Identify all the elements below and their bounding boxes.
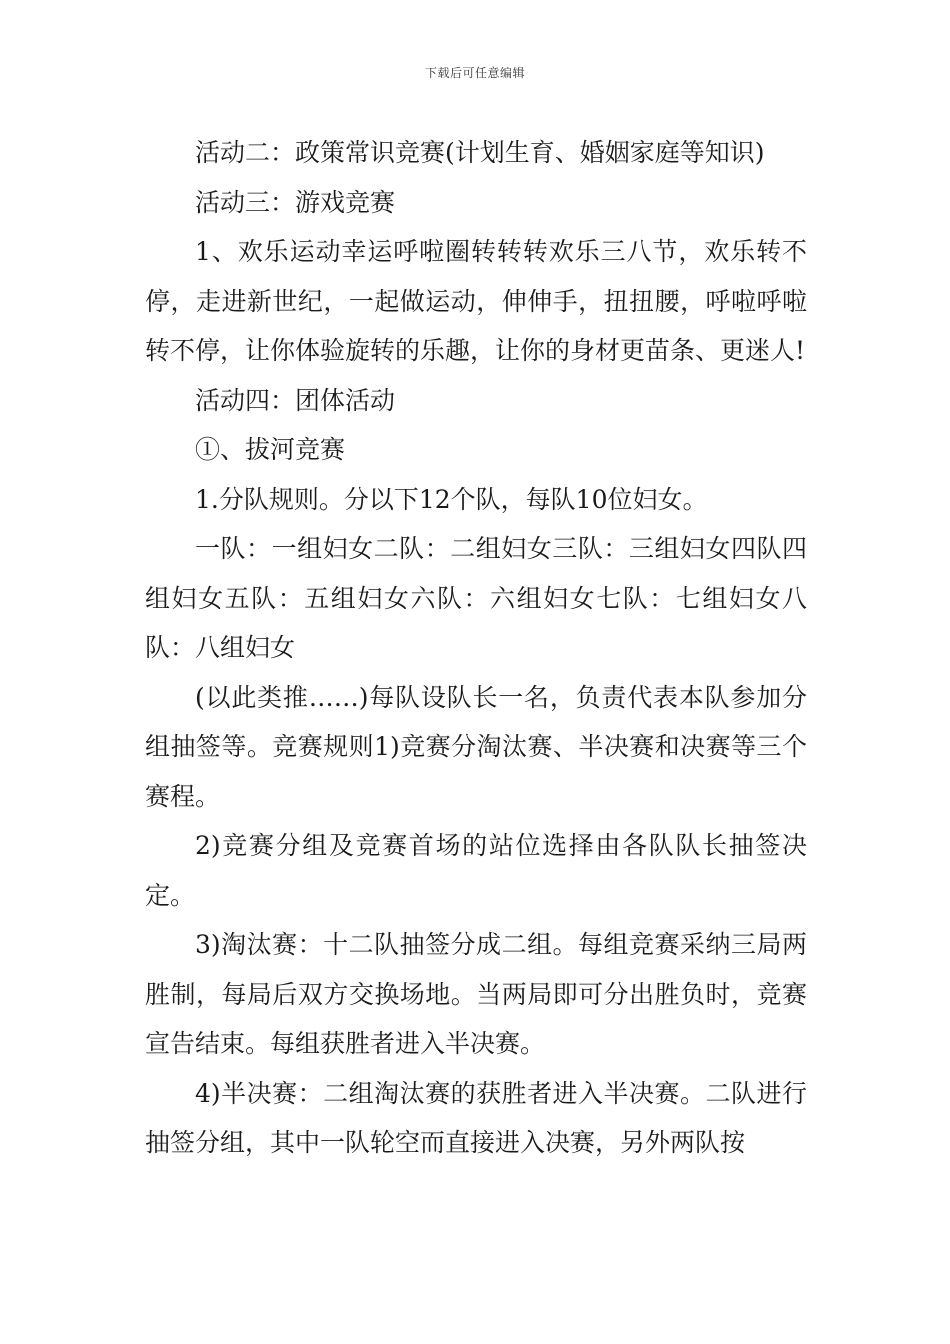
paragraph-rule-3: 3)淘汰赛：十二队抽签分成二组。每组竞赛采纳三局两胜制，每局后双方交换场地。当两局即可分出胜负时，竞赛宣告结束。每组获胜者进入半决赛。	[145, 930, 807, 1058]
paragraph-rule-2: 2)竞赛分组及竞赛首场的站位选择由各队队长抽签决定。	[145, 831, 807, 910]
header-note: 下载后可任意编辑	[424, 66, 525, 80]
paragraph-rule-4: 4)半决赛：二组淘汰赛的获胜者进入半决赛。二队进行抽签分组，其中一队轮空而直接进入决赛，另外两队按	[145, 1078, 807, 1157]
paragraph-activity-four: 活动四：团体活动	[195, 385, 396, 415]
paragraph-activity-two: 活动二：政策常识竞赛(计划生育、婚姻家庭等知识)	[195, 138, 765, 167]
paragraph-team-rules: 1.分队规则。分以下12个队，每队10位妇女。	[195, 484, 708, 514]
document-body	[145, 128, 807, 1168]
paragraph-team-list: 一队：一组妇女二队：二组妇女三队：三组妇女四队四组妇女五队：五组妇女六队：六组妇女七队：七组妇女八队：八组妇女	[145, 534, 807, 662]
paragraph-hula-hoop: 1、欢乐运动幸运呼啦圈转转转欢乐三八节，欢乐转不停，走进新世纪，一起做运动，伸伸手，扭扭腰，呼啦呼啦转不停，让你体验旋转的乐趣，让你的身材更苗条、更迷人!	[145, 237, 807, 365]
paragraph-captain-rules: (以此类推……)每队设队长一名，负责代表本队参加分组抽签等。竞赛规则1)竞赛分淘汰赛、半决赛和决赛等三个赛程。	[145, 682, 807, 811]
paragraph-activity-three: 活动三：游戏竞赛	[195, 187, 396, 217]
paragraph-tug-of-war: ①、拔河竞赛	[195, 435, 346, 464]
